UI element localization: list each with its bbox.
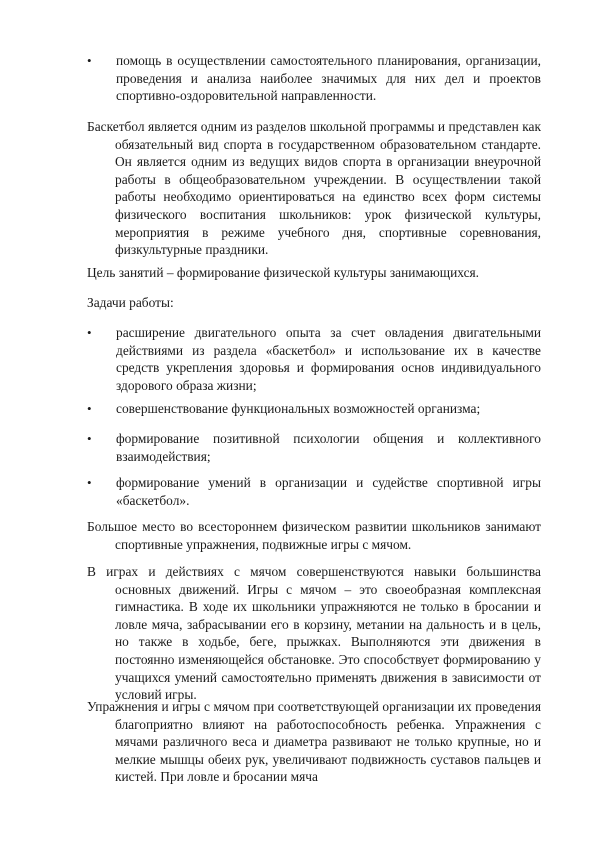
bullet-icon: •	[87, 475, 92, 490]
paragraph-ball-games: В играх и действиях с мячом совершенствуются навыки большинства основных движений. Игры с мячом – это своеобразная комплексная гимнастика. В ходе их школьники упражняются не только в бросании и ловле мяча, забрасывании его в корзину, метании на дальность и в цель, но также в ходьбе, беге, прыжках. Выполняются эти движения в постоянно изменяющейся обстановке. Это способствует формированию у учащихся умений самостоятельно применять движения в зависимости от условий игры.	[87, 564, 541, 703]
list-item-text: формирование позитивной психологии общения и коллективного взаимодействия;	[116, 431, 541, 464]
paragraph-goal: Цель занятий – формирование физической культуры занимающихся.	[87, 265, 480, 280]
bullet-icon: •	[87, 53, 92, 68]
list-item-text: формирование умений в организации и судействе спортивной игры «баскетбол».	[116, 475, 541, 508]
paragraph-basketball: Баскетбол является одним из разделов школьной программы и представлен как обязательный вид спорта в государственном образовательном стандарте. Он является одним из ведущих видов спорта в организации внеурочной работы в общеобразовательном учреждении. В осуществлении такой работы необходимо ориентироваться на единство всех форм системы физического воспитания школьников: урок физической культуры, мероприятия в режиме учебного дня, спортивные соревнования, физкультурные праздники.	[87, 119, 541, 258]
paragraph-sport-exercises: Большое место во всестороннем физическом развитии школьников занимают спортивные упражнения, подвижные игры с мячом.	[87, 519, 541, 552]
list-item-text: расширение двигательного опыта за счет овладения двигательными действиями из раздела «баскетбол» и использование их в качестве средств укрепления здоровья и формирования основ индивидуального здорового образа жизни;	[116, 325, 541, 393]
bullet-icon: •	[87, 325, 92, 340]
paragraph-tasks-heading: Задачи работы:	[87, 295, 174, 310]
paragraph-ball-exercises: Упражнения и игры с мячом при соответствующей организации их проведения благоприятно влияют на работоспособность ребенка. Упражнения с мячами различного веса и диаметра развивают не только крупные, но и мелкие мышцы обеих рук, увеличивают подвижность суставов пальцев и кистей. При ловле и бросании мяча	[87, 699, 541, 785]
list-item-text: совершенствование функциональных возможностей организма;	[116, 401, 481, 416]
bullet-icon: •	[87, 431, 92, 446]
list-item-text: помощь в осуществлении самостоятельного планирования, организации, проведения и анализа наиболее значимых для них дел и проектов спортивно-оздоровительной направленности.	[116, 53, 541, 104]
bullet-icon: •	[87, 401, 92, 416]
